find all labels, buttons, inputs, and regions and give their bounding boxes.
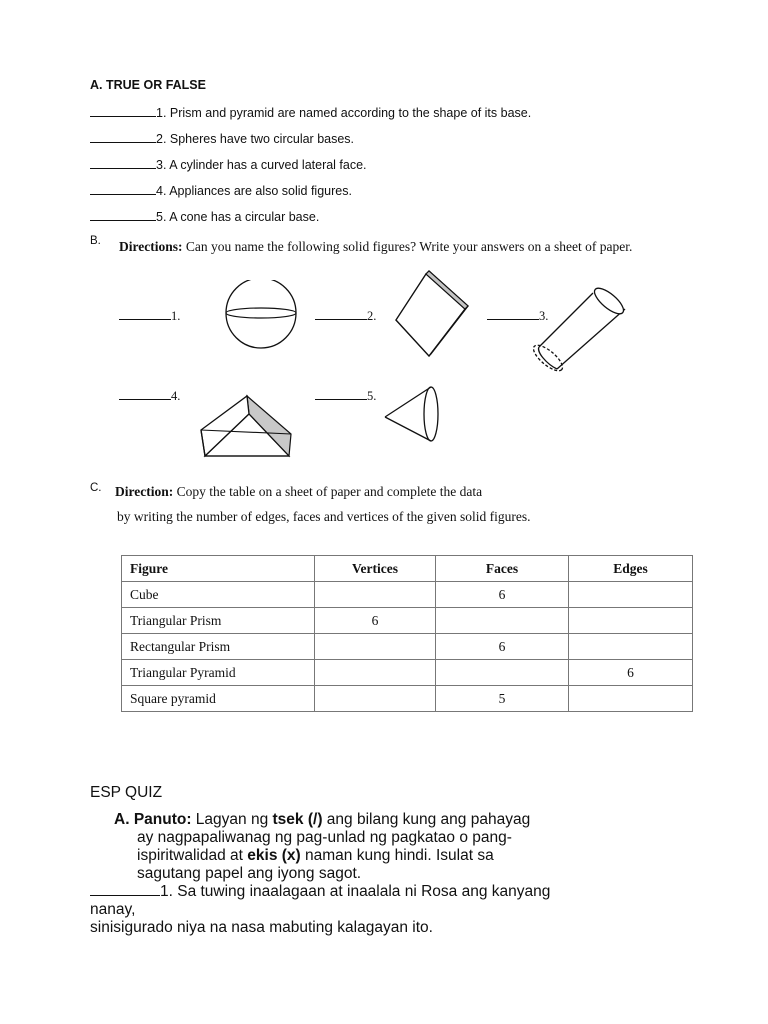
esp-item-1-line-2: nanay, — [90, 901, 136, 918]
table-row — [122, 686, 693, 712]
direction-label: Direction: — [115, 484, 174, 499]
figure-answer-2 — [315, 309, 376, 324]
true-false-item — [90, 210, 319, 224]
figure-cell: Triangular Prism — [122, 608, 315, 634]
table-row — [122, 608, 693, 634]
column-header-faces: Faces — [436, 556, 569, 582]
solid-figures-table — [121, 555, 693, 712]
table-row — [122, 582, 693, 608]
answer-blank[interactable] — [119, 309, 171, 320]
panuto-line-3 — [137, 847, 494, 865]
directions-text: Can you name the following solid figures? Write your answers on a sheet of paper. — [182, 239, 633, 254]
item-text: 1. Sa tuwing inaalagaan at inaalala ni Rosa ang kanyang — [160, 883, 551, 900]
answer-blank[interactable] — [315, 309, 367, 320]
panuto-line-2: ay nagpapaliwanag ng pag-unlad ng pagkatao o pang- — [137, 829, 512, 846]
cone-figure — [382, 385, 444, 445]
sphere-figure — [222, 280, 302, 350]
item-text: 2. Spheres have two circular bases. — [156, 132, 355, 146]
a-label: A. — [114, 811, 130, 828]
edges-cell[interactable] — [569, 608, 693, 634]
item-text: 5. A cone has a circular base. — [156, 210, 320, 224]
figure-number: 1. — [171, 309, 181, 323]
answer-blank[interactable] — [90, 106, 156, 117]
true-false-item — [90, 184, 352, 198]
column-header-figure: Figure — [122, 556, 315, 582]
panuto-text: ang bilang kung ang pahayag — [322, 811, 531, 828]
direction-line-1: Copy the table on a sheet of paper and complete the data — [173, 484, 483, 499]
panuto-text: Lagyan ng — [191, 811, 273, 828]
vertices-cell[interactable] — [315, 686, 436, 712]
edges-cell[interactable] — [569, 634, 693, 660]
panuto-text: ispiritwalidad at — [137, 847, 248, 864]
edges-cell[interactable] — [569, 582, 693, 608]
faces-cell[interactable]: 5 — [436, 686, 569, 712]
triangular-prism-figure — [195, 390, 295, 465]
panuto-line-1 — [114, 811, 530, 829]
section-a-title: A. TRUE OR FALSE — [90, 78, 206, 92]
true-false-item — [90, 158, 367, 172]
section-b-label: B. — [90, 235, 101, 247]
figure-cell: Square pyramid — [122, 686, 315, 712]
table-row — [122, 660, 693, 686]
edges-cell[interactable] — [569, 686, 693, 712]
panuto-label: Panuto: — [133, 811, 192, 828]
faces-cell[interactable]: 6 — [436, 582, 569, 608]
item-text: 3. A cylinder has a curved lateral face. — [156, 158, 367, 172]
item-text: 1. Prism and pyramid are named according to the shape of its base. — [156, 106, 532, 120]
panuto-line-4: sagutang papel ang iyong sagot. — [137, 865, 362, 882]
esp-quiz-title: ESP QUIZ — [90, 784, 163, 801]
answer-blank[interactable] — [90, 158, 156, 169]
figure-answer-1 — [119, 309, 180, 324]
column-header-edges: Edges — [569, 556, 693, 582]
column-header-vertices: Vertices — [315, 556, 436, 582]
faces-cell[interactable] — [436, 608, 569, 634]
true-false-item — [90, 132, 354, 146]
panuto-text: naman kung hindi. Isulat sa — [300, 847, 494, 864]
figure-cell: Cube — [122, 582, 315, 608]
answer-blank[interactable] — [487, 309, 539, 320]
vertices-cell[interactable]: 6 — [315, 608, 436, 634]
answer-blank[interactable] — [90, 883, 160, 896]
answer-blank[interactable] — [90, 184, 156, 195]
table-row — [122, 634, 693, 660]
tsek-label: tsek (/) — [272, 811, 323, 828]
faces-cell[interactable]: 6 — [436, 634, 569, 660]
true-false-item — [90, 106, 531, 120]
answer-blank[interactable] — [119, 389, 171, 400]
vertices-cell[interactable] — [315, 582, 436, 608]
figure-number: 4. — [171, 389, 181, 403]
answer-blank[interactable] — [90, 132, 156, 143]
cylinder-figure — [533, 285, 633, 373]
esp-item-1 — [90, 883, 550, 901]
direction-line-2: by writing the number of edges, faces and vertices of the given solid figures. — [117, 509, 531, 524]
directions-label: Directions: — [119, 239, 183, 254]
section-b-directions — [119, 238, 699, 255]
esp-item-1-line-3: sinisigurado niya na nasa mabuting kalagayan ito. — [90, 919, 433, 936]
figure-answer-4 — [119, 389, 180, 404]
figure-number: 3. — [539, 309, 549, 323]
vertices-cell[interactable] — [315, 634, 436, 660]
figure-answer-5 — [315, 389, 376, 404]
section-c-directions — [115, 479, 531, 529]
edges-cell[interactable]: 6 — [569, 660, 693, 686]
ekis-label: ekis (x) — [247, 847, 301, 864]
section-c-label: C. — [90, 482, 102, 494]
figure-number: 2. — [367, 309, 377, 323]
table-header-row — [122, 556, 693, 582]
figure-cell: Triangular Pyramid — [122, 660, 315, 686]
figure-number: 5. — [367, 389, 377, 403]
cube-figure — [393, 268, 473, 363]
answer-blank[interactable] — [90, 210, 156, 221]
answer-blank[interactable] — [315, 389, 367, 400]
item-text: 4. Appliances are also solid figures. — [156, 184, 352, 198]
faces-cell[interactable] — [436, 660, 569, 686]
figure-cell: Rectangular Prism — [122, 634, 315, 660]
vertices-cell[interactable] — [315, 660, 436, 686]
